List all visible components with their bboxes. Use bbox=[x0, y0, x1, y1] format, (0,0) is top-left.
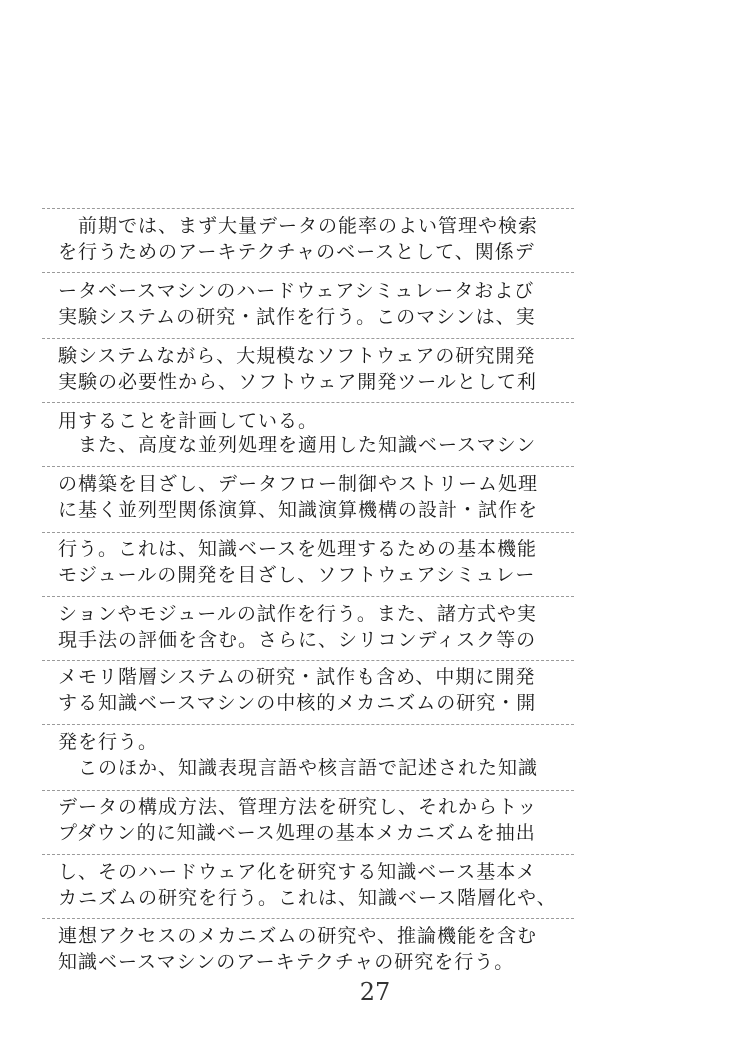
ruled-line bbox=[42, 338, 574, 339]
text-line: する知識ベースマシンの中核的メカニズムの研究・開 bbox=[58, 692, 537, 714]
text-line: 験システムながら、大規模なソフトウェアの研究開発 bbox=[58, 345, 536, 367]
text-line: カニズムの研究を行う。これは、知識ベース階層化や、 bbox=[58, 887, 557, 909]
text-line: このほか、知識表現言語や核言語で記述された知識 bbox=[58, 757, 539, 779]
text-line: ータベースマシンのハードウェアシミュレータおよび bbox=[58, 280, 535, 302]
ruled-line bbox=[42, 724, 574, 725]
text-line: 用することを計画している。 bbox=[58, 410, 319, 432]
text-line: 実験システムの研究・試作を行う。このマシンは、実 bbox=[58, 306, 536, 328]
page-number: 27 bbox=[359, 978, 391, 1006]
text-line: 現手法の評価を含む。さらに、シリコンディスク等の bbox=[58, 629, 537, 651]
text-line: 連想アクセスのメカニズムの研究や、推論機能を含む bbox=[58, 925, 538, 947]
text-line: 行う。これは、知識ベースを処理するための基本機能 bbox=[58, 538, 538, 560]
text-line: 発を行う。 bbox=[58, 731, 159, 753]
text-line: 実験の必要性から、ソフトウェア開発ツールとして利 bbox=[58, 371, 537, 393]
ruled-line bbox=[42, 660, 574, 661]
ruled-line bbox=[42, 272, 574, 273]
ruled-line bbox=[42, 596, 574, 597]
text-line: を行うためのアーキテクチャのベースとして、関係デ bbox=[58, 241, 535, 263]
text-line: また、高度な並列処理を適用した知識ベースマシン bbox=[58, 434, 537, 456]
ruled-line bbox=[42, 402, 574, 403]
text-line: に基く並列型関係演算、知識演算機構の設計・試作を bbox=[58, 499, 539, 521]
ruled-line bbox=[42, 918, 574, 919]
text-line: メモリ階層システムの研究・試作も含め、中期に開発 bbox=[58, 666, 536, 688]
text-line: 知識ベースマシンのアーキテクチャの研究を行う。 bbox=[58, 951, 515, 973]
ruled-line bbox=[42, 790, 574, 791]
text-line: の構築を目ざし、データフロー制御やストリーム処理 bbox=[58, 473, 539, 495]
ruled-line bbox=[42, 854, 574, 855]
ruled-line bbox=[42, 466, 574, 467]
text-line: モジュールの開発を目ざし、ソフトウェアシミュレー bbox=[58, 564, 536, 586]
text-line: データの構成方法、管理方法を研究し、それからトッ bbox=[58, 796, 538, 818]
text-line: 前期では、まず大量データの能率のよい管理や検索 bbox=[58, 215, 539, 237]
ruled-line bbox=[42, 208, 574, 209]
text-line: プダウン的に知識ベース処理の基本メカニズムを抽出 bbox=[58, 822, 536, 844]
text-line: し、そのハードウェア化を研究する知識ベース基本メ bbox=[58, 861, 537, 883]
text-line: ションやモジュールの試作を行う。また、諸方式や実 bbox=[58, 603, 537, 625]
ruled-line bbox=[42, 532, 574, 533]
